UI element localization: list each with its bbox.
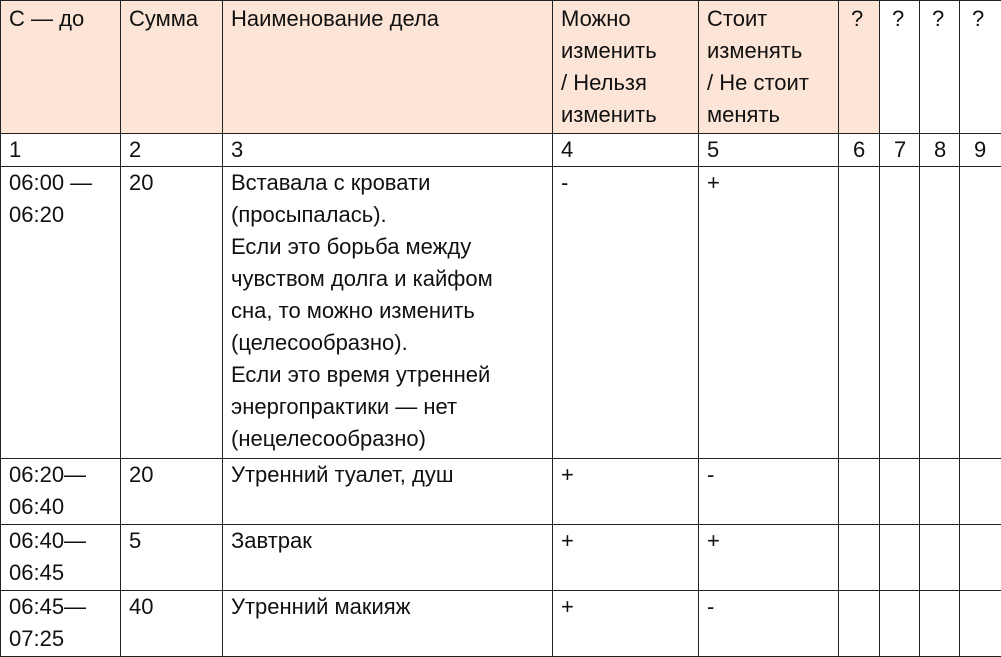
empty-cell: [960, 459, 1001, 525]
header-question-9: ?: [960, 1, 1001, 134]
time-line: 06:00 —: [9, 170, 93, 195]
time-line: 06:40: [9, 494, 65, 519]
column-number: 9: [960, 134, 1001, 167]
time-range-cell: [1, 525, 121, 591]
empty-cell: [839, 591, 880, 657]
header-worth-changing: [699, 1, 839, 134]
empty-cell: [880, 525, 920, 591]
sum-cell: 20: [121, 167, 223, 459]
header-sum: Сумма: [121, 1, 223, 134]
column-number: 6: [839, 134, 880, 167]
empty-cell: [920, 525, 960, 591]
header-worth-changing-line: / Не стоит: [707, 70, 809, 95]
header-can-change-line: / Нельзя: [561, 70, 647, 95]
header-question-8: ?: [920, 1, 960, 134]
empty-cell: [960, 525, 1001, 591]
column-number: 7: [880, 134, 920, 167]
task-line: (нецелесообразно): [231, 426, 426, 451]
table-row: [1, 591, 1001, 657]
header-can-change-line: Можно: [561, 6, 631, 31]
task-line: Вставала с кровати: [231, 170, 431, 195]
task-line: Если это время утренней: [231, 362, 491, 387]
task-line: энергопрактики — нет: [231, 394, 458, 419]
header-worth-changing-line: Стоит: [707, 6, 768, 31]
column-number: 4: [553, 134, 699, 167]
time-line: 06:20: [9, 202, 65, 227]
time-range-cell: [1, 459, 121, 525]
header-worth-changing-line: менять: [707, 102, 780, 127]
time-line: 06:45: [9, 560, 65, 585]
column-number-row: [1, 134, 1001, 167]
empty-cell: [960, 591, 1001, 657]
task-line: Если это борьба между: [231, 234, 472, 259]
time-range-cell: [1, 591, 121, 657]
column-number: 5: [699, 134, 839, 167]
table-row: [1, 525, 1001, 591]
task-line: чувством долга и кайфом: [231, 266, 493, 291]
column-number: 3: [223, 134, 553, 167]
column-number: 1: [1, 134, 121, 167]
header-can-change: [553, 1, 699, 134]
table-row: [1, 459, 1001, 525]
header-question-6: ?: [839, 1, 880, 134]
empty-cell: [920, 459, 960, 525]
header-question-7: ?: [880, 1, 920, 134]
task-name-cell: Утренний туалет, душ: [223, 459, 553, 525]
task-name-cell: Завтрак: [223, 525, 553, 591]
can-change-cell: +: [553, 459, 699, 525]
empty-cell: [880, 459, 920, 525]
empty-cell: [920, 167, 960, 459]
time-range-cell: [1, 167, 121, 459]
sum-cell: 40: [121, 591, 223, 657]
time-line: 06:45—: [9, 594, 87, 619]
task-line: (просыпалась).: [231, 202, 387, 227]
time-line: 06:20—: [9, 462, 87, 487]
can-change-cell: -: [553, 167, 699, 459]
empty-cell: [839, 167, 880, 459]
task-name-cell: [223, 167, 553, 459]
table-row: [1, 167, 1001, 459]
task-line: (целесообразно).: [231, 330, 408, 355]
header-worth-changing-line: изменять: [707, 38, 803, 63]
can-change-cell: +: [553, 591, 699, 657]
worth-changing-cell: +: [699, 167, 839, 459]
empty-cell: [960, 167, 1001, 459]
task-name-cell: Утренний макияж: [223, 591, 553, 657]
sum-cell: 20: [121, 459, 223, 525]
empty-cell: [839, 459, 880, 525]
column-number: 8: [920, 134, 960, 167]
empty-cell: [920, 591, 960, 657]
can-change-cell: +: [553, 525, 699, 591]
worth-changing-cell: -: [699, 459, 839, 525]
header-can-change-line: изменить: [561, 102, 657, 127]
worth-changing-cell: -: [699, 591, 839, 657]
empty-cell: [839, 525, 880, 591]
time-line: 06:40—: [9, 528, 87, 553]
time-line: 07:25: [9, 626, 65, 651]
header-row: [1, 1, 1001, 134]
empty-cell: [880, 167, 920, 459]
worth-changing-cell: +: [699, 525, 839, 591]
header-can-change-line: изменить: [561, 38, 657, 63]
column-number: 2: [121, 134, 223, 167]
header-time-range: С — до: [1, 1, 121, 134]
task-line: сна, то можно изменить: [231, 298, 475, 323]
header-task-name: Наименование дела: [223, 1, 553, 134]
empty-cell: [880, 591, 920, 657]
sum-cell: 5: [121, 525, 223, 591]
